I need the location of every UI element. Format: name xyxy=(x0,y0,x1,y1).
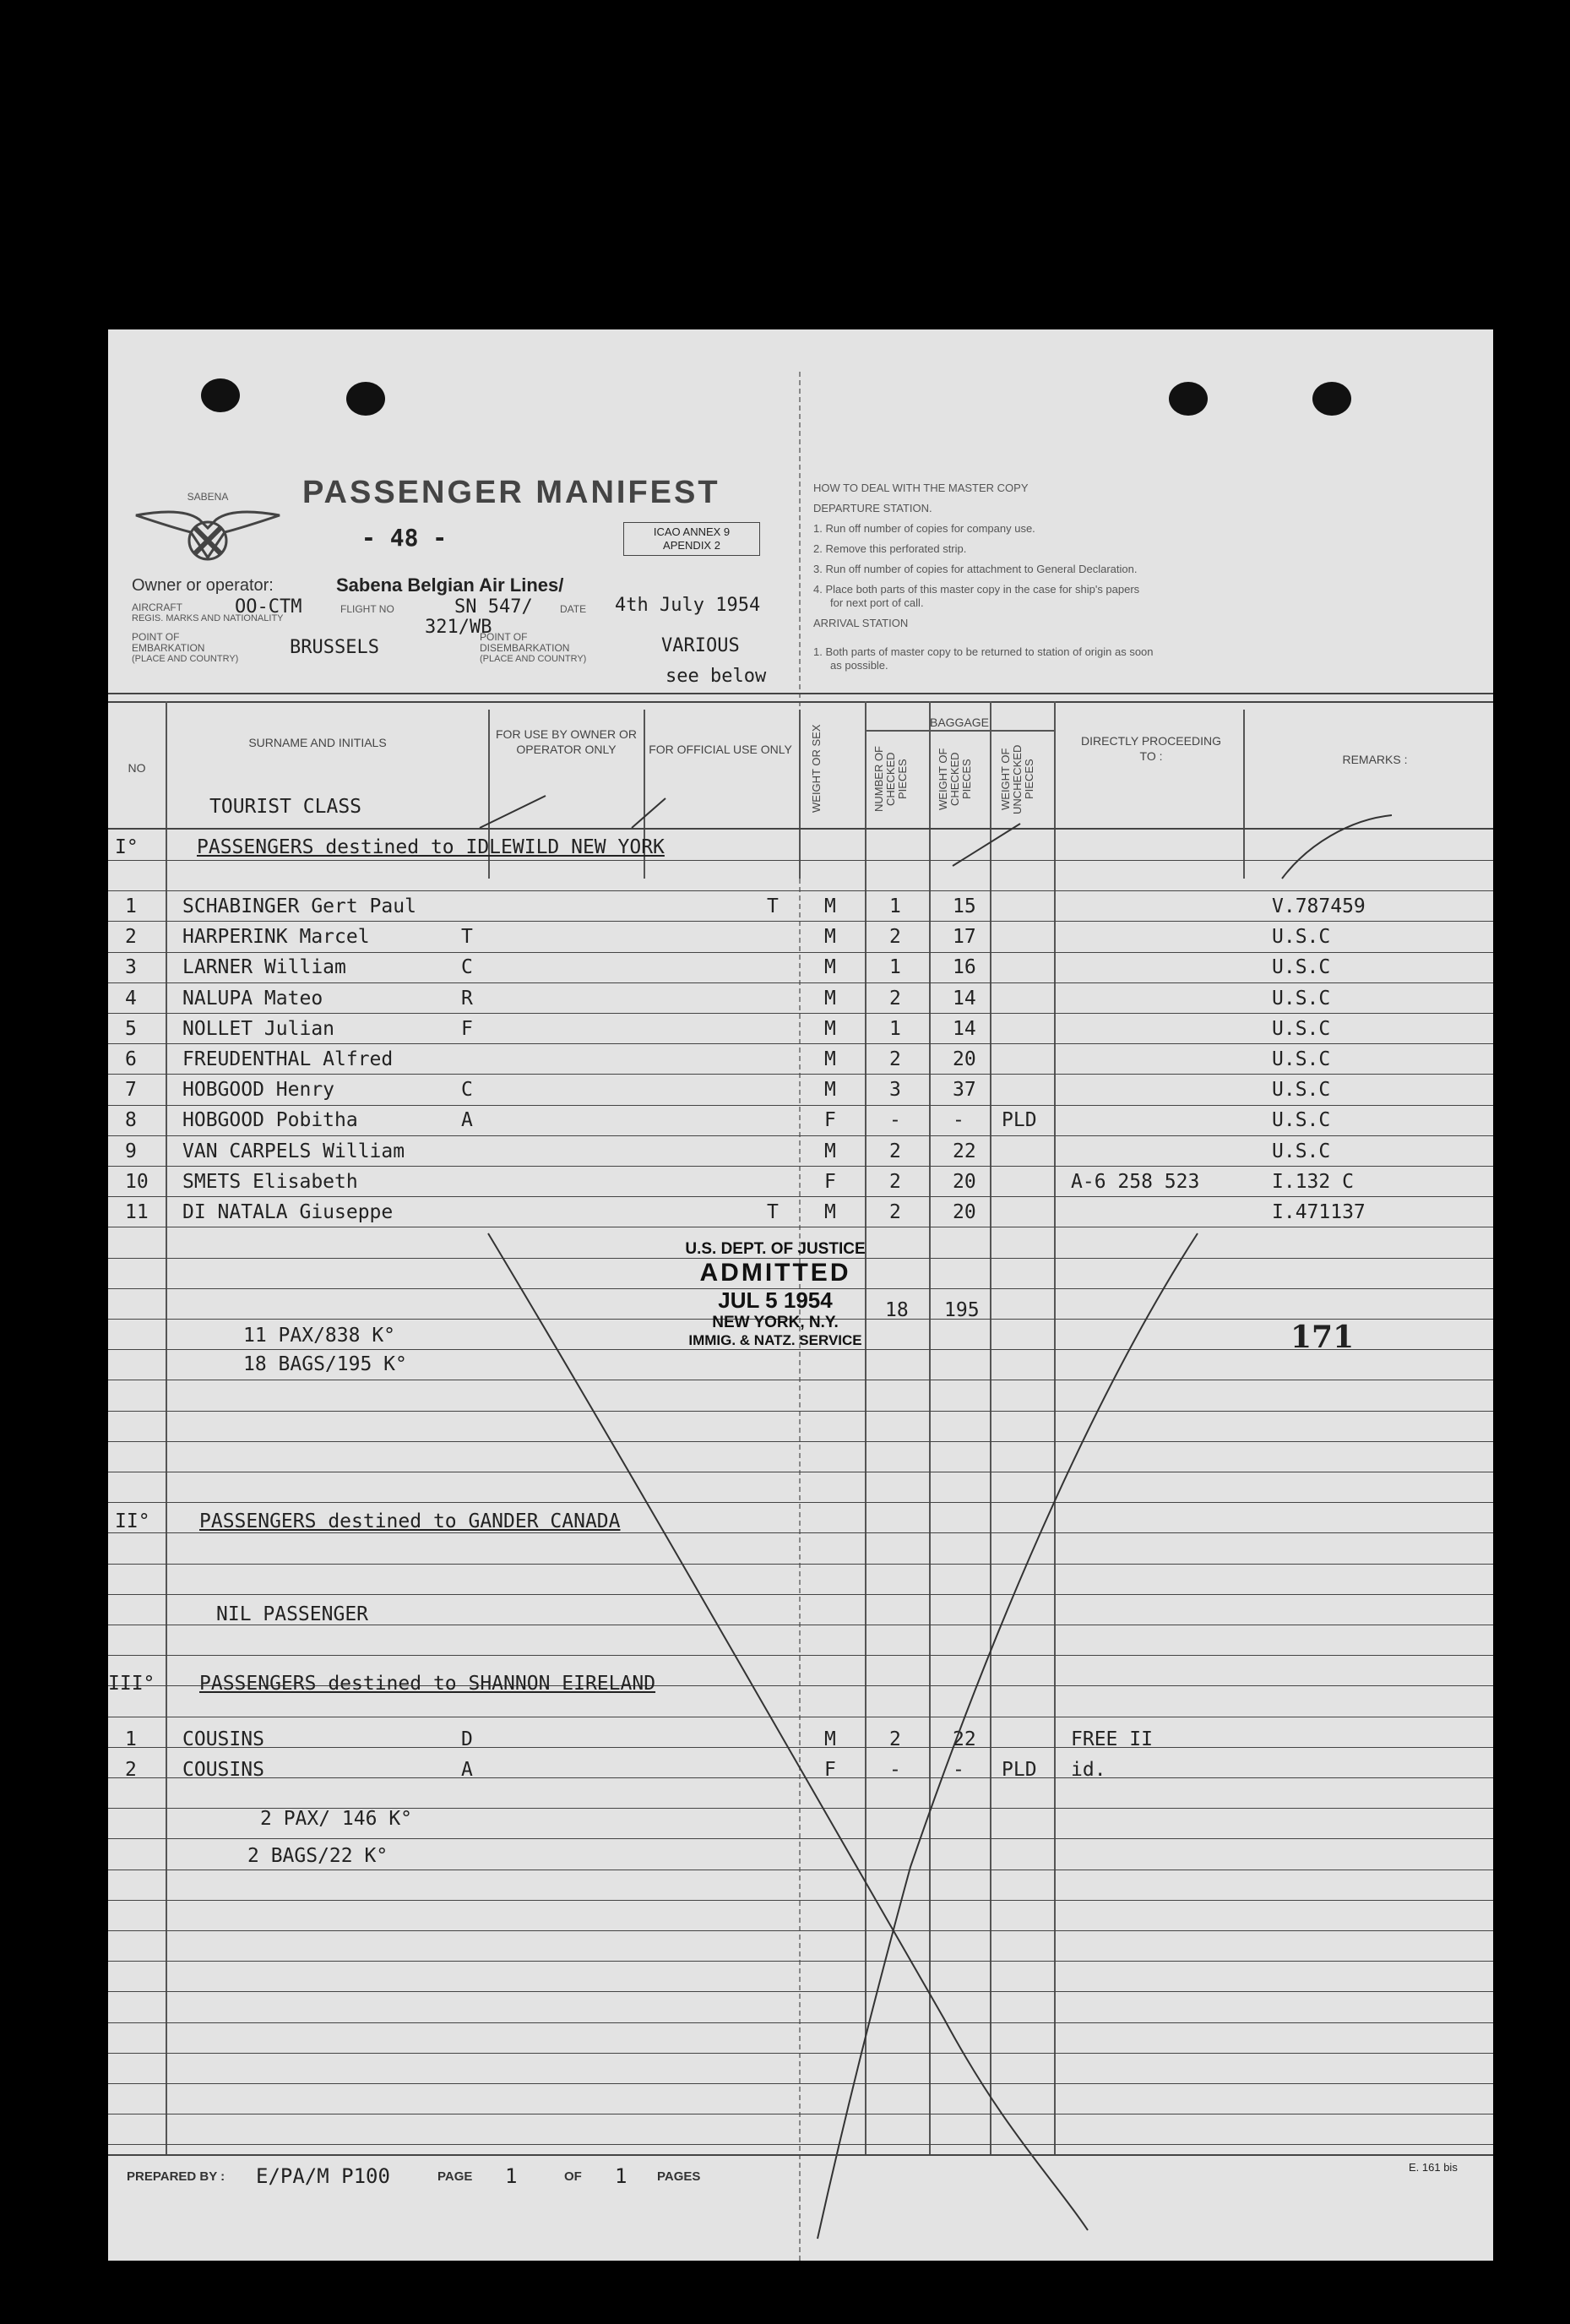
page-number: - 48 - xyxy=(361,524,448,552)
passenger-name: COUSINS xyxy=(182,1759,264,1782)
row-number: 4 xyxy=(125,987,137,1010)
flight-extra: 321/WB xyxy=(425,617,492,638)
remark: I.132 C xyxy=(1272,1170,1354,1193)
row-number: 2 xyxy=(125,1759,137,1782)
remark: U.S.C xyxy=(1272,1109,1331,1132)
passenger-name: SMETS Elisabeth xyxy=(182,1170,358,1193)
instruction-line: as possible. xyxy=(830,659,888,672)
row-number: 6 xyxy=(125,1048,137,1070)
row-number: 1 xyxy=(125,895,137,917)
passenger-initial: A xyxy=(461,1759,473,1782)
checked-weight: - xyxy=(953,1759,964,1782)
passenger-sex: M xyxy=(824,987,836,1010)
section1-number: I° xyxy=(115,836,139,858)
instruction-line: 4. Place both parts of this master copy in the case for ship's papers xyxy=(813,583,1140,596)
remark: U.S.C xyxy=(1272,987,1331,1010)
remark: U.S.C xyxy=(1272,1079,1331,1102)
header-weight-unchecked: WEIGHT OF UNCHECKED PIECES xyxy=(999,744,1035,814)
checked-weight: 22 xyxy=(953,1140,976,1162)
header-owner-use: FOR USE BY OWNER OR OPERATOR ONLY xyxy=(496,727,637,756)
passenger-initial: A xyxy=(461,1109,473,1132)
header-class: TOURIST CLASS xyxy=(209,796,362,818)
header-weight-checked: WEIGHT OF CHECKED PIECES xyxy=(937,748,973,811)
instruction-line: 3. Run off number of copies for attachment to General Declaration. xyxy=(813,563,1138,575)
stamp-line: NEW YORK, N.Y. xyxy=(712,1314,839,1331)
passenger-name: NOLLET Julian xyxy=(182,1017,335,1040)
prepared-value: E/PA/M P100 xyxy=(256,2164,390,2188)
passenger-sex: M xyxy=(824,895,836,917)
header-num-checked: NUMBER OF CHECKED PIECES xyxy=(872,746,909,813)
embark-sub: (PLACE AND COUNTRY) xyxy=(132,654,239,664)
checked-weight: 15 xyxy=(953,895,976,917)
checked-pieces: 2 xyxy=(889,926,901,949)
flight-label: FLIGHT NO xyxy=(340,603,394,615)
passenger-name: HOBGOOD Henry xyxy=(182,1079,335,1102)
checked-weight: 14 xyxy=(953,1017,976,1040)
total-pieces: 18 xyxy=(885,1299,909,1321)
of-value: 1 xyxy=(615,2164,627,2188)
row-number: 3 xyxy=(125,956,137,979)
checked-weight: 20 xyxy=(953,1048,976,1070)
checked-weight: 17 xyxy=(953,926,976,949)
remark: U.S.C xyxy=(1272,926,1331,949)
prepared-label: PREPARED BY : xyxy=(127,2169,225,2184)
stamp-line: JUL 5 1954 xyxy=(718,1287,833,1313)
manifest-sheet xyxy=(108,329,1493,2261)
date-label: DATE xyxy=(560,603,587,615)
passenger-sex: M xyxy=(824,1079,836,1102)
page-value: 1 xyxy=(505,2164,518,2188)
cancel-marks xyxy=(108,329,1493,2261)
passenger-name: DI NATALA Giuseppe xyxy=(182,1201,394,1223)
proceeding-to: id. xyxy=(1071,1759,1106,1782)
of-label: OF xyxy=(564,2169,582,2184)
owner-value: Sabena Belgian Air Lines/ xyxy=(336,574,564,596)
passenger-sex: M xyxy=(824,1048,836,1070)
passenger-sex: F xyxy=(824,1109,836,1132)
passenger-name: HOBGOOD Pobitha xyxy=(182,1109,358,1132)
header-surname: SURNAME AND INITIALS xyxy=(248,736,387,749)
manifest-title: PASSENGER MANIFEST xyxy=(302,475,720,510)
checked-pieces: 2 xyxy=(889,1170,901,1193)
passenger-sex: M xyxy=(824,1201,836,1223)
remark: I.471137 xyxy=(1272,1201,1366,1223)
date-value: 4th July 1954 xyxy=(615,595,761,616)
aircraft-sub: REGIS. MARKS AND NATIONALITY xyxy=(132,613,284,623)
instruction-line: HOW TO DEAL WITH THE MASTER COPY xyxy=(813,482,1029,494)
section1-label: PASSENGERS destined to IDLEWILD NEW YORK xyxy=(197,836,665,858)
checked-pieces: 1 xyxy=(889,956,901,979)
remark: V.787459 xyxy=(1272,895,1366,917)
section3-summary-pax: 2 PAX/ 146 K° xyxy=(260,1808,413,1830)
header-official-use: FOR OFFICIAL USE ONLY xyxy=(649,743,792,756)
remark: U.S.C xyxy=(1272,1048,1331,1070)
row-number: 7 xyxy=(125,1079,137,1102)
row-number: 2 xyxy=(125,926,137,949)
checked-pieces: 2 xyxy=(889,1048,901,1070)
disembark-label: POINT OF DISEMBARKATION xyxy=(480,631,570,654)
section3-summary-bags: 2 BAGS/22 K° xyxy=(247,1845,388,1867)
passenger-name: COUSINS xyxy=(182,1728,264,1750)
passenger-initial: D xyxy=(461,1728,473,1750)
checked-pieces: 2 xyxy=(889,987,901,1010)
header-no: NO xyxy=(128,761,146,775)
section1-summary-pax: 11 PAX/838 K° xyxy=(243,1325,396,1347)
embark-value: BRUSSELS xyxy=(290,637,379,658)
instruction-line: ARRIVAL STATION xyxy=(813,617,909,629)
passenger-name: SCHABINGER Gert Paul xyxy=(182,895,416,917)
checked-pieces: 3 xyxy=(889,1079,901,1102)
passenger-sex: M xyxy=(824,1017,836,1040)
section3-number: III° xyxy=(108,1673,155,1695)
remark: U.S.C xyxy=(1272,1017,1331,1040)
row-number: 8 xyxy=(125,1109,137,1132)
passenger-name: LARNER William xyxy=(182,956,346,979)
remark: U.S.C xyxy=(1272,1140,1331,1162)
official-mark: T xyxy=(767,895,779,917)
header-weight-sex: WEIGHT OR SEX xyxy=(810,724,823,814)
unchecked-weight: PLD xyxy=(1002,1759,1037,1782)
checked-pieces: 2 xyxy=(889,1201,901,1223)
passenger-initial: R xyxy=(461,987,473,1010)
passenger-sex: M xyxy=(824,956,836,979)
checked-weight: 22 xyxy=(953,1728,976,1750)
flight-value: SN 547/ xyxy=(454,596,533,618)
section3-label: PASSENGERS destined to SHANNON EIRELAND xyxy=(199,1673,656,1695)
row-number: 10 xyxy=(125,1170,149,1193)
section1-summary-bags: 18 BAGS/195 K° xyxy=(243,1353,407,1375)
instruction-line: for next port of call. xyxy=(830,596,924,609)
instruction-line: 1. Both parts of master copy to be returned to station of origin as soon xyxy=(813,645,1154,658)
passenger-name: FREUDENTHAL Alfred xyxy=(182,1048,394,1070)
row-number: 9 xyxy=(125,1140,137,1162)
aircraft-value: OO-CTM xyxy=(235,596,302,618)
passenger-initial: C xyxy=(461,956,473,979)
proceeding-to: FREE II xyxy=(1071,1728,1153,1750)
checked-weight: 37 xyxy=(953,1079,976,1102)
passenger-initial: F xyxy=(461,1017,473,1040)
passenger-sex: M xyxy=(824,1140,836,1162)
checked-weight: 20 xyxy=(953,1201,976,1223)
stamp-line: ADMITTED xyxy=(699,1259,851,1287)
row-number: 5 xyxy=(125,1017,137,1040)
section2-label: PASSENGERS destined to GANDER CANADA xyxy=(199,1510,621,1532)
pages-label: PAGES xyxy=(657,2169,701,2184)
logo-text: SABENA xyxy=(187,491,229,503)
passenger-sex: M xyxy=(824,926,836,949)
unchecked-weight: PLD xyxy=(1002,1109,1037,1132)
embark-label: POINT OF EMBARKATION xyxy=(132,631,205,654)
checked-weight: 20 xyxy=(953,1170,976,1193)
remark: U.S.C xyxy=(1272,956,1331,979)
icao-line2: APENDIX 2 xyxy=(663,539,720,552)
checked-pieces: 2 xyxy=(889,1728,901,1750)
section2-number: II° xyxy=(115,1510,150,1532)
instruction-line: 2. Remove this perforated strip. xyxy=(813,542,967,555)
passenger-name: NALUPA Mateo xyxy=(182,987,323,1010)
row-number: 11 xyxy=(125,1201,149,1223)
icao-line1: ICAO ANNEX 9 xyxy=(653,525,731,538)
disembark-value: VARIOUS xyxy=(661,635,740,656)
header-baggage: BAGGAGE xyxy=(929,716,990,729)
checked-pieces: - xyxy=(889,1759,901,1782)
form-code: E. 161 bis xyxy=(1409,2161,1458,2174)
page-label: PAGE xyxy=(437,2169,473,2184)
handwritten-total: 171 xyxy=(1290,1320,1355,1355)
passenger-name: HARPERINK Marcel xyxy=(182,926,370,949)
official-mark: T xyxy=(767,1201,779,1223)
checked-weight: 16 xyxy=(953,956,976,979)
passenger-initial: T xyxy=(461,926,473,949)
stamp-line: IMMIG. & NATZ. SERVICE xyxy=(688,1332,862,1348)
passenger-sex: M xyxy=(824,1728,836,1750)
total-weight: 195 xyxy=(944,1299,980,1321)
checked-pieces: 2 xyxy=(889,1140,901,1162)
row-number: 1 xyxy=(125,1728,137,1750)
instruction-line: DEPARTURE STATION. xyxy=(813,502,932,514)
instruction-line: 1. Run off number of copies for company use. xyxy=(813,522,1035,535)
header-remarks: REMARKS : xyxy=(1342,753,1408,766)
header-directly: DIRECTLY PROCEEDING TO : xyxy=(1081,734,1221,763)
checked-pieces: 1 xyxy=(889,895,901,917)
proceeding-to: A-6 258 523 xyxy=(1071,1170,1200,1193)
passenger-sex: F xyxy=(824,1759,836,1782)
checked-pieces: - xyxy=(889,1109,901,1132)
aircraft-label: AIRCRAFT xyxy=(132,601,182,613)
disembark-note: see below xyxy=(665,666,767,687)
passenger-sex: F xyxy=(824,1170,836,1193)
section2-note: NIL PASSENGER xyxy=(216,1603,369,1625)
stamp-line: U.S. DEPT. OF JUSTICE xyxy=(685,1240,866,1258)
passenger-name: VAN CARPELS William xyxy=(182,1140,405,1162)
checked-weight: - xyxy=(953,1109,964,1132)
checked-weight: 14 xyxy=(953,987,976,1010)
owner-label: Owner or operator: xyxy=(132,576,274,595)
checked-pieces: 1 xyxy=(889,1017,901,1040)
disembark-sub: (PLACE AND COUNTRY) xyxy=(480,654,587,664)
passenger-initial: C xyxy=(461,1079,473,1102)
footer-rule xyxy=(108,2154,1493,2156)
